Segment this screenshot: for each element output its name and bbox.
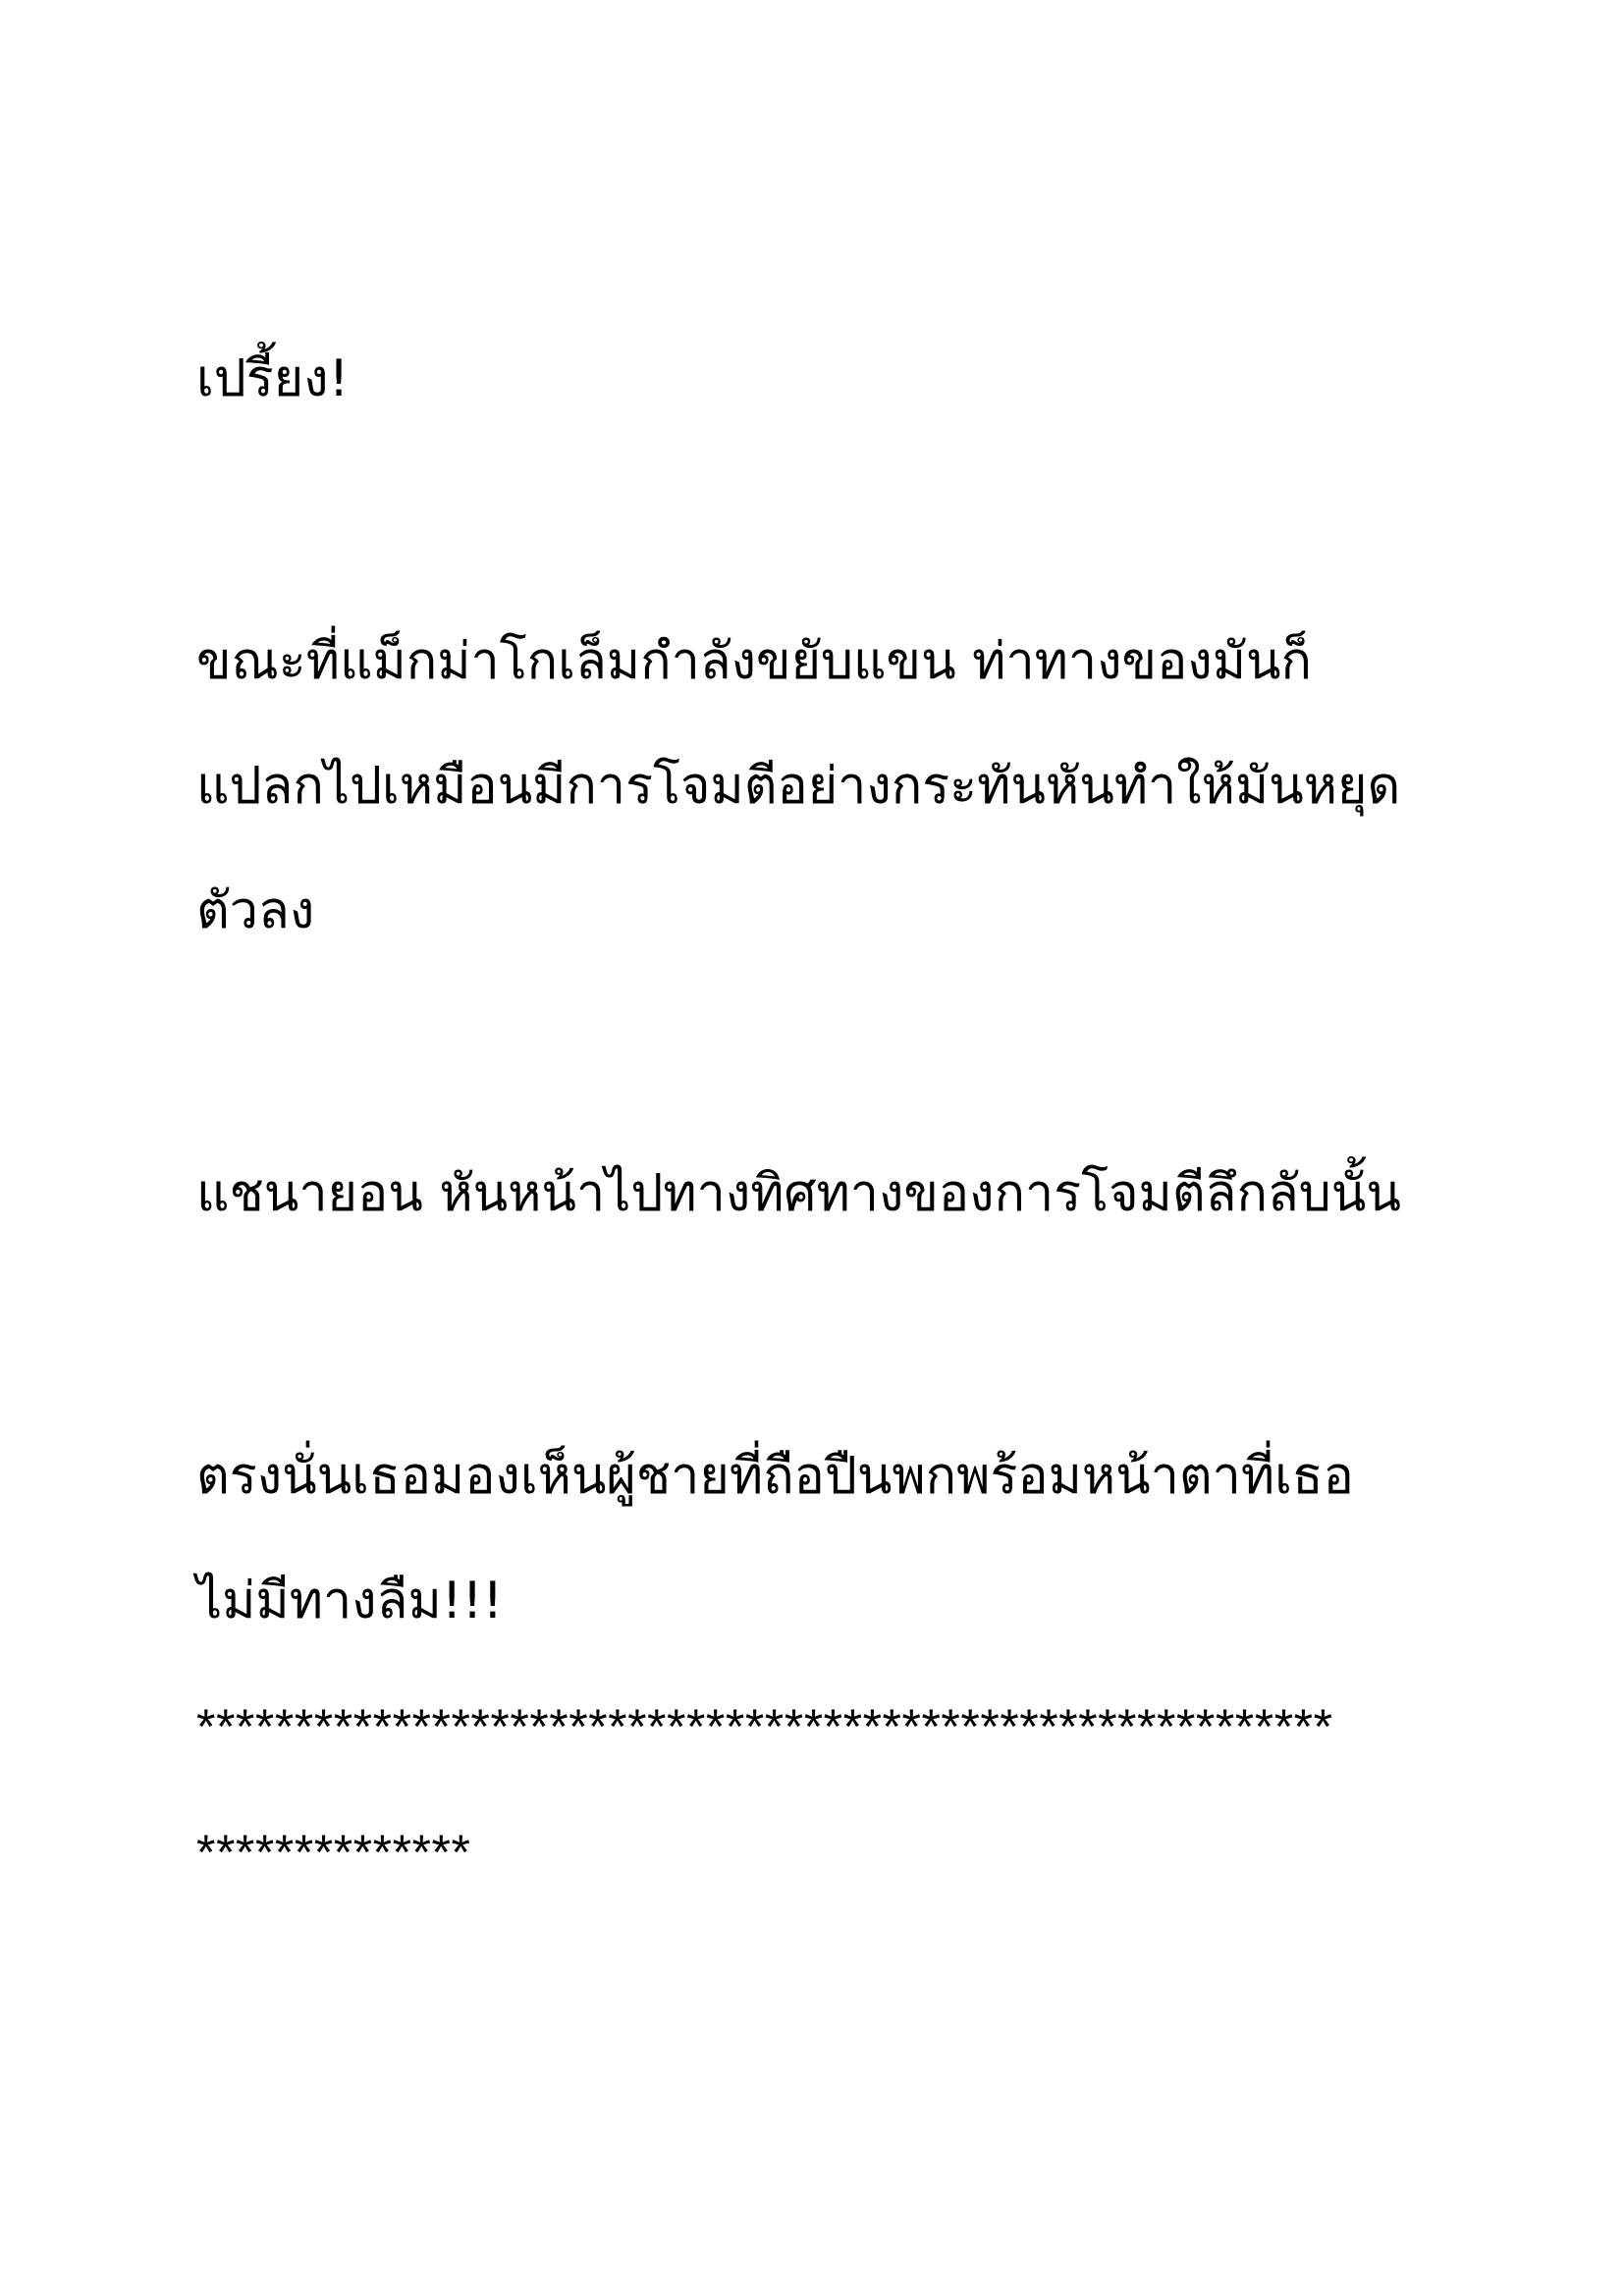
text-line: ตรงนั่นเธอมองเห็นผู้ชายที่ถือปืนพกพร้อมหน้าตาที่เธอ (196, 1447, 1354, 1506)
text-line: เปรี้ยง! (196, 349, 350, 408)
separator-line: ********************************************************** (196, 1699, 1333, 1754)
text-line: ขณะที่แม็กม่าโกเล็มกำลังขยับแขน ท่าทางของมันก็ (196, 632, 1313, 691)
text-line: ตัวลง (196, 881, 315, 940)
separator-line: ************** (196, 1825, 471, 1880)
text-line: ไม่มีทางลืม!!! (196, 1572, 504, 1630)
text-line: แปลกไปเหมือนมีการโจมตีอย่างกระทันหันทำให้มันหยุด (196, 757, 1401, 816)
text-line: แชนายอน หันหน้าไปทางทิศทางของการโจมตีลึกลับนั้น (196, 1164, 1401, 1223)
